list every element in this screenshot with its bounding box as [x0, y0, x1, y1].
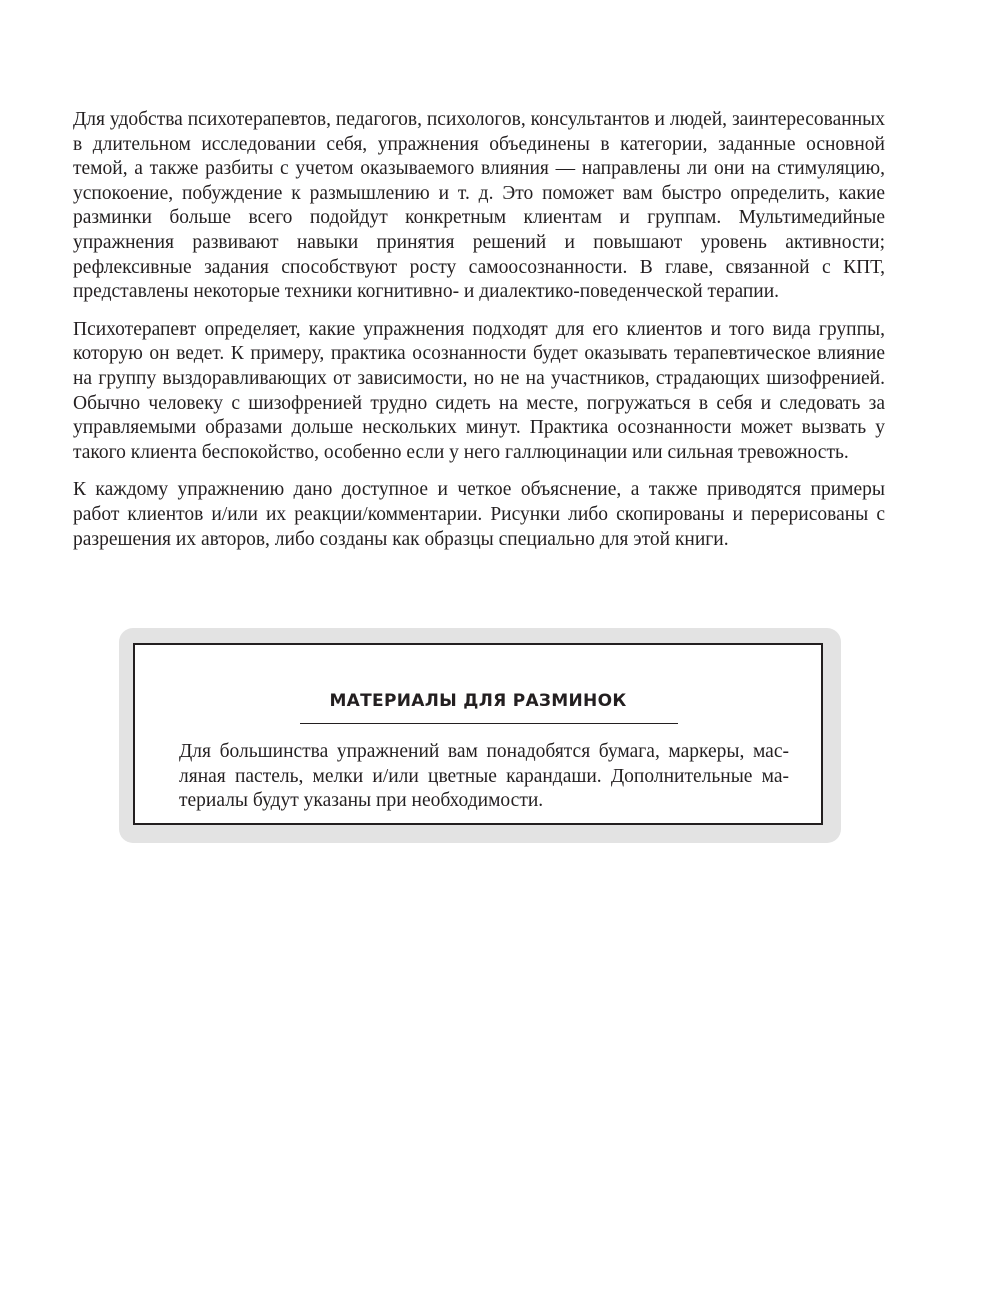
paragraph-exercise-categories: Для удобства психотерапевтов, педагогов, психологов, консультантов и людей, заинтересованных в длительном исследовании себя, упражнения объединены в категории, заданные основной темой, а также разбиты с учетом оказываемого влияния — направлены ли они на стимуляцию, успокоение, побуждение к размышлению и т. д. Это поможет вам быстро определить, какие разминки больше всего подойдут конкретным клиентам и группам. Мультимедийные упражнения развивают навыки принятия решений и повышают уровень активности; рефлексивные задания способствуют росту самоосознанности. В главе, связанной с КПТ, представлены некоторые техники когнитивно- и диалектико-поведенческой терапии.	[73, 109, 885, 303]
callout-title-underline	[300, 723, 678, 724]
paragraph-therapist-choice: Психотерапевт определяет, какие упражнения подходят для его клиентов и того вида группы, которую он ведет. К примеру, практика осознанности будет оказывать терапевтическое влияние на группу выздоравливающих от зависимости, но не на участников, страдающих шизофренией. Обычно человеку с шизофренией трудно сидеть на месте, погружаться в себя и следовать за управляемыми образами дольше нескольких минут. Практика осознанности может вызвать у такого клиента беспокойство, особенно если у него галлюцинации или сильная тревожность.	[73, 318, 885, 463]
materials-callout-box	[133, 643, 823, 825]
callout-title: МАТЕРИАЛЫ ДЛЯ РАЗМИНОК	[329, 691, 627, 711]
paragraph-explanations: К каждому упражнению дано доступное и четкое объяснение, а также приводятся примеры работ клиентов и/или их реакции/комментарии. Рисунки либо скопированы и перерисованы с разрешения их авторов, либо созданы как образцы специально для этой книги.	[73, 479, 885, 550]
body-text	[73, 108, 885, 565]
callout-text: Для большинства упражнений вам понадобятся бумага, маркеры, масляная пастель, мелки и/или цветные карандаши. Дополнительные материалы будут указаны при необходимости.	[179, 741, 789, 812]
materials-callout	[119, 628, 841, 843]
